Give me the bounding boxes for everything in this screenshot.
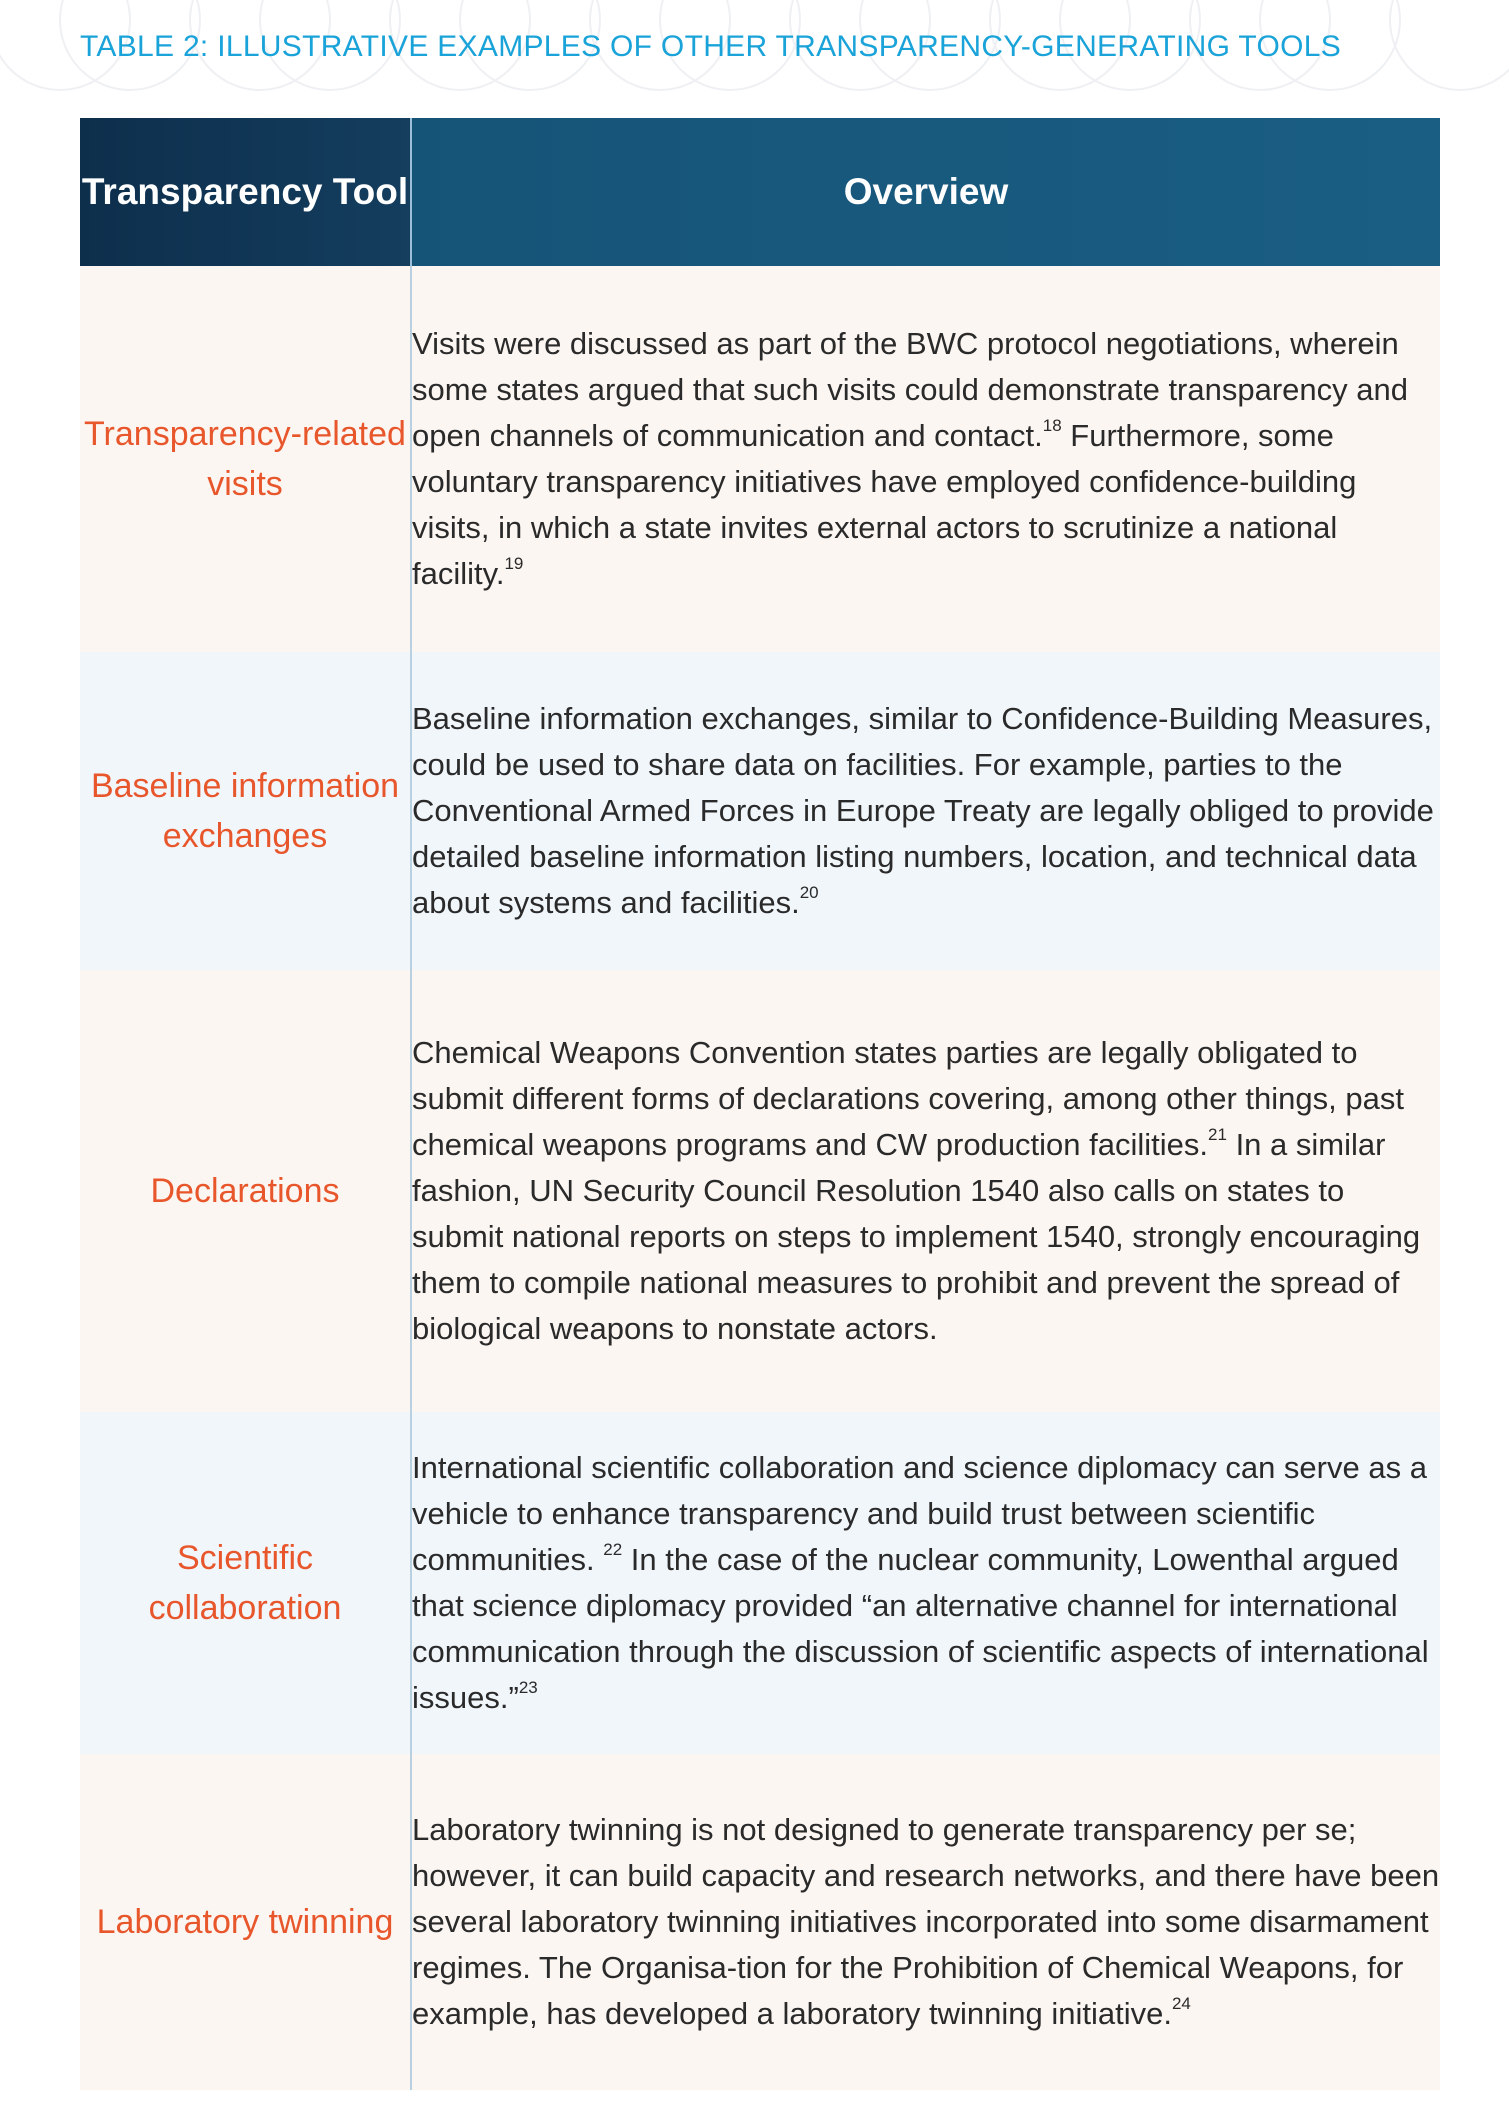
header-overview [411, 118, 1440, 266]
table-row [80, 652, 1440, 970]
header-overview-label: Overview [843, 171, 1009, 212]
tool-cell: Declarations [80, 970, 411, 1412]
table-row [80, 970, 1440, 1412]
overview-text-part: Visits were discussed as part of the BWC protocol negotiations, wherein some states argued that such visits could demonstrate transparency and open channels of communication and contact. [412, 326, 1408, 453]
overview-text [412, 1807, 1440, 2037]
overview-text-part: Baseline information exchanges, similar to Confidence-Building Measures, could be used to share data on facilities. For example, parties to the Conventional Armed Forces in Europe Treaty are legally obliged to provide detailed baseline information listing numbers, location, and technical data about systems and facilities. [412, 701, 1434, 920]
overview-text-part: Furthermore, some voluntary transparency initiatives have employed confidence-building visits, in which a state invites external actors to scrutinize a national facility. [412, 418, 1357, 591]
tool-cell: Baseline information exchanges [80, 652, 411, 970]
table-caption: TABLE 2: ILLUSTRATIVE EXAMPLES OF OTHER TRANSPARENCY-GENERATING TOOLS [80, 30, 1342, 63]
overview-cell [411, 652, 1440, 970]
overview-text [412, 321, 1440, 597]
table-row [80, 1754, 1440, 2090]
transparency-tools-table [80, 118, 1440, 2090]
overview-text-part: In the case of the nuclear community, Lowenthal argued that science diplomacy provided “an alternative channel for international communication through the discussion of scientific aspects of international issues.” [412, 1542, 1429, 1715]
overview-text [412, 1030, 1440, 1352]
tool-cell: Laboratory twinning [80, 1754, 411, 2090]
overview-cell [411, 1754, 1440, 2090]
table-header-row [80, 118, 1440, 266]
footnote-ref: 23 [518, 1677, 538, 1697]
overview-cell [411, 1412, 1440, 1754]
overview-cell [411, 970, 1440, 1412]
table-row [80, 266, 1440, 652]
header-transparency-tool [80, 118, 411, 266]
header-tool-label: Transparency Tool [81, 171, 409, 212]
footnote-ref: 20 [799, 882, 819, 902]
footnote-ref: 22 [603, 1539, 623, 1559]
overview-text-part: Chemical Weapons Convention states parties are legally obligated to submit different forms of declarations covering, among other things, past chemical weapons programs and CW production facilities. [412, 1035, 1404, 1162]
overview-text-part: In a similar fashion, UN Security Council Resolution 1540 also calls on states to submit national reports on steps to implement 1540, strongly encouraging them to compile national measures to prohibit and prevent the spread of biological weapons to nonstate actors. [412, 1127, 1421, 1346]
footnote-ref: 21 [1208, 1124, 1227, 1144]
overview-cell [411, 266, 1440, 652]
table-row [80, 1412, 1440, 1754]
overview-text-part: International scientific collaboration and science diplomacy can serve as a vehicle to enhance transparency and build trust between scientific communities. [412, 1450, 1427, 1577]
overview-text [412, 696, 1440, 926]
tool-cell: Scientific collaboration [80, 1412, 411, 1754]
tool-cell: Transparency-related visits [80, 266, 411, 652]
overview-text [412, 1445, 1440, 1721]
overview-text-part: Laboratory twinning is not designed to generate transparency per se; however, it can build capacity and research networks, and there have been several laboratory twinning initiatives incorporated into some disarmament regimes. The Organisa-tion for the Prohibition of Chemical Weapons, for example, has developed a laboratory twinning initiative. [412, 1812, 1440, 2031]
footnote-ref: 24 [1171, 1993, 1191, 2013]
footnote-ref: 19 [504, 553, 524, 573]
footnote-ref: 18 [1042, 415, 1062, 435]
